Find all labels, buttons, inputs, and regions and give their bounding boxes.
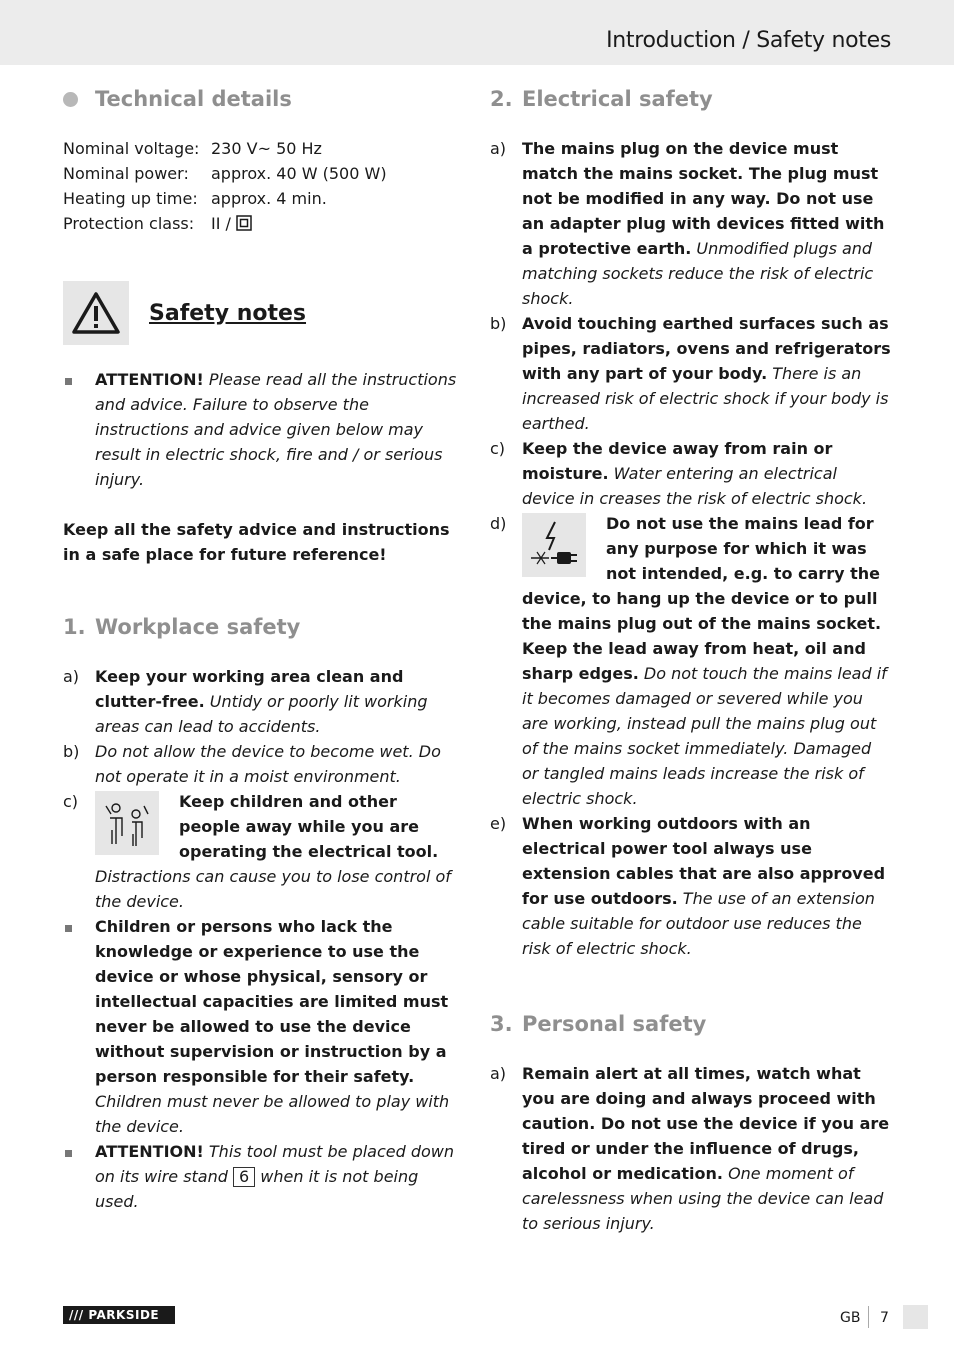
- list-item: a) Keep your working area clean and clutter-free. Untidy or poorly lit working areas can lead to accidents.: [63, 667, 428, 736]
- protection-class-icon: [236, 215, 252, 231]
- bullet-dot-icon: [63, 92, 78, 107]
- part-number-badge: 6: [233, 1167, 255, 1187]
- page-header: [0, 0, 954, 65]
- spec-row: Heating up time: approx. 4 min.: [63, 189, 327, 208]
- list-item: Children or persons who lack the knowledge or experience to use the device or whose physical, sensory or intellectual capacities are limited must never be allowed to use the device without supervision or instruction by a person responsible for their safety. Children must never be allowed to play with the device.: [63, 914, 463, 1139]
- list-item: b) Avoid touching earthed surfaces such as pipes, radiators, ovens and refrigerators with any part of your body. There is an increased risk of electric shock if your body is earthed.: [490, 314, 891, 433]
- list-item: a) Remain alert at all times, watch what you are doing and always proceed with caution. Do not use the device if you are tired or under the influence of drugs, alcohol or medication. One moment of carelessness when using the device can lead to serious injury.: [490, 1064, 890, 1233]
- footer-tab: [903, 1305, 928, 1329]
- electric-plug-icon: [522, 513, 586, 577]
- children-away-icon: [95, 791, 159, 855]
- list-item: ATTENTION! This tool must be placed down on its wire stand 6 when it is not being used.: [63, 1139, 463, 1214]
- list-item: d) Do not use the mains lead for any purpose for which it was not intended, e.g. to carry the device, to hang up the device or to pull the mains plug out of the mains socket. Keep the lead away from heat, oil and sharp edges. Do not touch the mains lead if it becomes damaged or severed while you are working, instead pull the mains plug out of the mains socket immediately. Damaged or tangled mains leads increase the risk of electric shock.: [490, 514, 887, 808]
- keep-notice: Keep all the safety advice and instructions in a safe place for future reference!: [63, 520, 450, 564]
- square-bullet-icon: [65, 378, 72, 385]
- list-item: ATTENTION! Please read all the instructions and advice. Failure to observe the instructions and advice given below may result in electric shock, fire and / or serious injury.: [63, 367, 463, 492]
- right-column: [490, 84, 892, 1236]
- page-title: Introduction / Safety notes: [606, 28, 891, 53]
- list-item: c) Keep the device away from rain or moisture. Water entering an electrical device in creases the risk of electric shock.: [490, 439, 868, 508]
- left-column: [63, 84, 463, 1214]
- safety-notes-heading: Safety notes: [63, 281, 463, 345]
- language-code: GB: [840, 1310, 861, 1326]
- spec-row: Nominal voltage: 230 V~ 50 Hz: [63, 139, 322, 158]
- spec-row: Nominal power: approx. 40 W (500 W): [63, 164, 387, 183]
- footer-divider: [868, 1306, 869, 1328]
- workplace-safety-heading: 1. Workplace safety: [63, 615, 301, 639]
- page-number: 7: [880, 1310, 889, 1326]
- list-item: c) Keep children and other people away while you are operating the electrical tool. Distractions can cause you to lose control of the device.: [63, 792, 451, 911]
- list-item: e) When working outdoors with an electrical power tool always use extension cables that are also approved for use outdoors. The use of an extension cable suitable for outdoor use reduces the risk of electric shock.: [490, 814, 886, 958]
- square-bullet-icon: [65, 925, 72, 932]
- spec-list: [63, 136, 463, 236]
- personal-safety-heading: 3. Personal safety: [490, 1012, 707, 1036]
- warning-triangle-icon: [63, 281, 129, 345]
- list-item: b) Do not allow the device to become wet. Do not operate it in a moist environment.: [63, 742, 441, 786]
- spec-row: Protection class: II /: [63, 211, 463, 236]
- electrical-safety-heading: 2. Electrical safety: [490, 87, 713, 111]
- parkside-logo: /// PARKSIDE: [63, 1306, 175, 1324]
- technical-details-heading: Technical details: [63, 84, 463, 114]
- square-bullet-icon: [65, 1150, 72, 1157]
- list-item: a) The mains plug on the device must match the mains socket. The plug must not be modified in any way. Do not use an adapter plug with devices fitted with a protective earth. Unmodified plugs and matching sockets reduce the risk of electric shock.: [490, 139, 885, 308]
